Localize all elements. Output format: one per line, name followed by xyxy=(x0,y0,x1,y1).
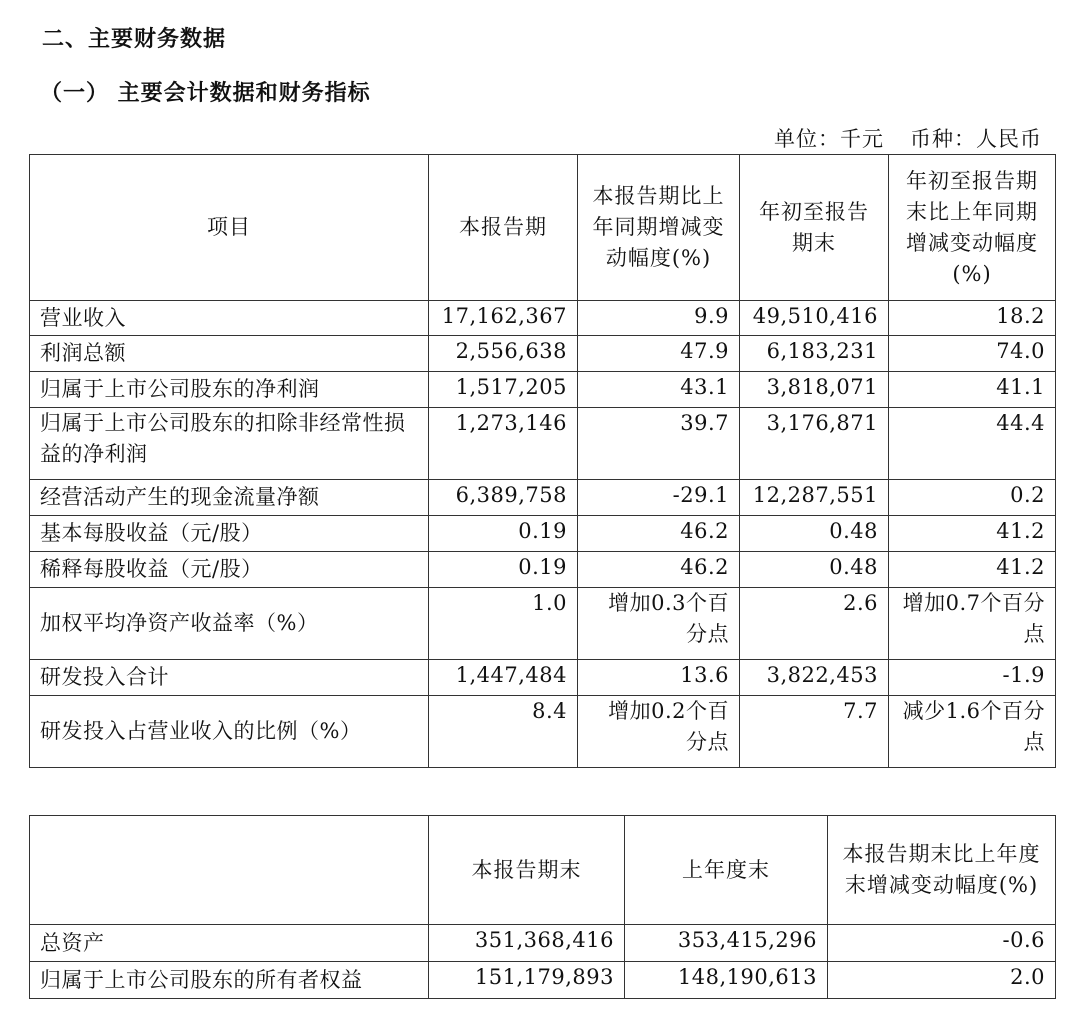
cell-value: 13.6 xyxy=(578,660,740,696)
table-row xyxy=(30,962,1056,999)
table-row xyxy=(30,552,1056,588)
table-row xyxy=(30,372,1056,408)
row-label: 研发投入占营业收入的比例（%） xyxy=(30,696,429,768)
cell-value: 减少1.6个百分点 xyxy=(889,696,1056,768)
cell-value: 0.48 xyxy=(740,552,889,588)
cell-value: 47.9 xyxy=(578,336,740,372)
cell-value: 3,176,871 xyxy=(740,408,889,480)
cell-value: 3,822,453 xyxy=(740,660,889,696)
cell-value: 353,415,296 xyxy=(625,925,828,962)
cell-value: 46.2 xyxy=(578,552,740,588)
cell-value: 43.1 xyxy=(578,372,740,408)
row-label: 加权平均净资产收益率（%） xyxy=(30,588,429,660)
cell-value: 44.4 xyxy=(889,408,1056,480)
cell-value: 18.2 xyxy=(889,301,1056,336)
header-prior-year-end: 上年度末 xyxy=(625,816,828,925)
cell-value: 41.1 xyxy=(889,372,1056,408)
cell-value: 1.0 xyxy=(429,588,578,660)
cell-value: 12,287,551 xyxy=(740,480,889,516)
row-label: 研发投入合计 xyxy=(30,660,429,696)
cell-value: 0.2 xyxy=(889,480,1056,516)
row-label: 利润总额 xyxy=(30,336,429,372)
cell-value: 6,183,231 xyxy=(740,336,889,372)
row-label: 归属于上市公司股东的所有者权益 xyxy=(30,962,429,999)
cell-value: 39.7 xyxy=(578,408,740,480)
cell-value: 0.48 xyxy=(740,516,889,552)
table-row xyxy=(30,336,1056,372)
cell-value: 2.0 xyxy=(828,962,1056,999)
row-label: 归属于上市公司股东的扣除非经常性损益的净利润 xyxy=(30,408,429,480)
table-header-row xyxy=(30,816,1056,925)
key-financial-data-table xyxy=(29,154,1056,768)
cell-value: 151,179,893 xyxy=(429,962,625,999)
section-title: 二、主要财务数据 xyxy=(42,27,227,52)
row-label: 稀释每股收益（元/股） xyxy=(30,552,429,588)
cell-value: 增加0.2个百分点 xyxy=(578,696,740,768)
row-label: 经营活动产生的现金流量净额 xyxy=(30,480,429,516)
unit-label: 单位：千元 xyxy=(774,127,884,151)
table-row xyxy=(30,925,1056,962)
header-current-period-change: 本报告期比上年同期增减变动幅度(%) xyxy=(578,155,740,301)
cell-value: 148,190,613 xyxy=(625,962,828,999)
header-ytd-change: 年初至报告期末比上年同期增减变动幅度(%) xyxy=(889,155,1056,301)
table-row xyxy=(30,480,1056,516)
table-header-row xyxy=(30,155,1056,301)
table-row xyxy=(30,588,1056,660)
cell-value: 0.19 xyxy=(429,516,578,552)
balance-sheet-table xyxy=(29,815,1056,999)
cell-value: 2.6 xyxy=(740,588,889,660)
cell-value: 74.0 xyxy=(889,336,1056,372)
cell-value: 7.7 xyxy=(740,696,889,768)
table-row xyxy=(30,696,1056,768)
table-row xyxy=(30,516,1056,552)
cell-value: -29.1 xyxy=(578,480,740,516)
header-item: 项目 xyxy=(30,155,429,301)
row-label: 营业收入 xyxy=(30,301,429,336)
table-row xyxy=(30,301,1056,336)
header-change: 本报告期末比上年度末增减变动幅度(%) xyxy=(828,816,1056,925)
cell-value: 3,818,071 xyxy=(740,372,889,408)
row-label: 总资产 xyxy=(30,925,429,962)
row-label: 归属于上市公司股东的净利润 xyxy=(30,372,429,408)
cell-value: 8.4 xyxy=(429,696,578,768)
currency-label: 币种：人民币 xyxy=(910,127,1042,151)
cell-value: 0.19 xyxy=(429,552,578,588)
cell-value: 2,556,638 xyxy=(429,336,578,372)
cell-value: -1.9 xyxy=(889,660,1056,696)
header-period-end: 本报告期末 xyxy=(429,816,625,925)
cell-value: 1,447,484 xyxy=(429,660,578,696)
cell-value: 41.2 xyxy=(889,516,1056,552)
cell-value: 41.2 xyxy=(889,552,1056,588)
cell-value: -0.6 xyxy=(828,925,1056,962)
cell-value: 46.2 xyxy=(578,516,740,552)
cell-value: 351,368,416 xyxy=(429,925,625,962)
cell-value: 17,162,367 xyxy=(429,301,578,336)
cell-value: 49,510,416 xyxy=(740,301,889,336)
table-row xyxy=(30,660,1056,696)
cell-value: 9.9 xyxy=(578,301,740,336)
cell-value: 增加0.7个百分点 xyxy=(889,588,1056,660)
header-current-period: 本报告期 xyxy=(429,155,578,301)
table-row xyxy=(30,408,1056,480)
header-blank xyxy=(30,816,429,925)
cell-value: 增加0.3个百分点 xyxy=(578,588,740,660)
cell-value: 1,517,205 xyxy=(429,372,578,408)
header-ytd: 年初至报告期末 xyxy=(740,155,889,301)
subsection-title: （一） 主要会计数据和财务指标 xyxy=(40,81,371,106)
row-label: 基本每股收益（元/股） xyxy=(30,516,429,552)
cell-value: 6,389,758 xyxy=(429,480,578,516)
cell-value: 1,273,146 xyxy=(429,408,578,480)
unit-note xyxy=(774,123,1042,153)
